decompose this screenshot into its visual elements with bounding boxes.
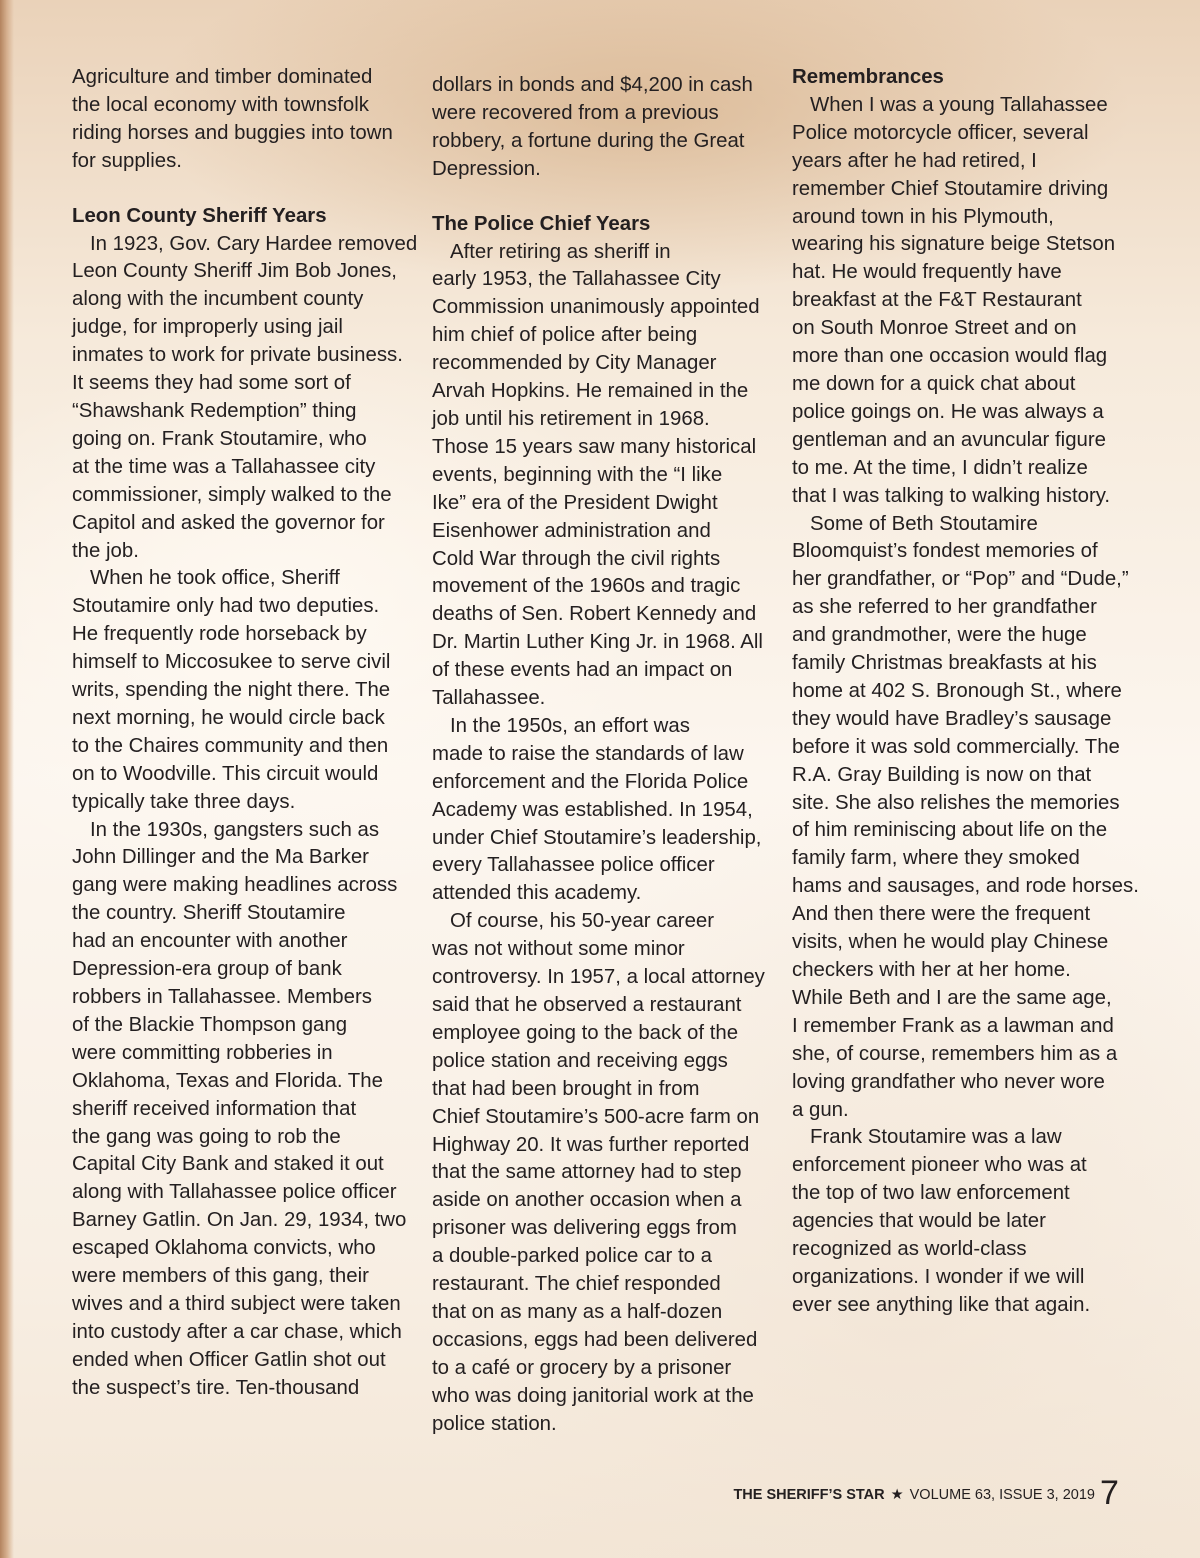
text-line: enforcement and the Florida Police xyxy=(432,770,749,793)
article-column-1 xyxy=(72,64,418,1403)
text-line: the local economy with townsfolk xyxy=(72,93,369,116)
section-heading-sheriff-years: Leon County Sheriff Years xyxy=(72,204,327,227)
text-line: loving grandfather who never wore xyxy=(792,1070,1105,1093)
section-heading-remembrances: Remembrances xyxy=(792,66,944,88)
article-column-3 xyxy=(792,64,1139,1320)
text-line: was not without some minor xyxy=(432,938,685,961)
text-line: Police motorcycle officer, several xyxy=(792,121,1089,144)
text-line: home at 402 S. Bronough St., where xyxy=(792,679,1122,702)
text-line: to me. At the time, I didn’t realize xyxy=(792,456,1088,479)
section-heading-police-chief-years: The Police Chief Years xyxy=(432,212,651,235)
text-line: robbers in Tallahassee. Members xyxy=(72,986,372,1008)
text-line: more than one occasion would flag xyxy=(792,345,1108,368)
text-line: Arvah Hopkins. He remained in the xyxy=(432,380,749,403)
paragraph xyxy=(432,713,772,908)
text-line: recognized as world-class xyxy=(792,1238,1027,1261)
paragraph xyxy=(792,511,1139,1125)
page-footer xyxy=(733,1487,1095,1503)
paragraph xyxy=(432,72,772,184)
text-line: the gang was going to rob the xyxy=(72,1125,341,1148)
text-line: him chief of police after being xyxy=(432,324,698,347)
text-line: Tallahassee. xyxy=(432,687,546,710)
text-line: After retiring as sheriff in xyxy=(450,240,671,263)
text-line: along with Tallahassee police officer xyxy=(72,1181,397,1204)
text-line: Leon County Sheriff Jim Bob Jones, xyxy=(72,260,397,283)
text-line: inmates to work for private business. xyxy=(72,344,403,367)
text-line: dollars in bonds and $4,200 in cash xyxy=(432,74,753,96)
text-line: to a café or grocery by a prisoner xyxy=(432,1356,732,1379)
paragraph xyxy=(432,908,772,1438)
text-line: of the Blackie Thompson gang xyxy=(72,1013,348,1036)
text-line: family farm, where they smoked xyxy=(792,847,1080,870)
text-line: Cold War through the civil rights xyxy=(432,547,721,570)
paragraph xyxy=(72,565,412,816)
text-line: visits, when he would play Chinese xyxy=(792,931,1109,954)
text-line: typically take three days. xyxy=(72,790,296,813)
text-line: hat. He would frequently have xyxy=(792,261,1062,284)
text-line: enforcement pioneer who was at xyxy=(792,1154,1087,1177)
text-line: Stoutamire only had two deputies. xyxy=(72,595,380,618)
text-line: every Tallahassee police officer xyxy=(432,854,715,877)
text-line: wives and a third subject were taken xyxy=(72,1292,401,1315)
text-line: into custody after a car chase, which xyxy=(72,1320,402,1343)
text-line: breakfast at the F&T Restaurant xyxy=(792,289,1082,312)
paragraph xyxy=(72,64,412,176)
text-line: movement of the 1960s and tragic xyxy=(432,575,741,598)
text-line: riding horses and buggies into town xyxy=(72,121,393,144)
text-line: He frequently rode horseback by xyxy=(72,623,367,646)
text-line: gang were making headlines across xyxy=(72,874,398,897)
text-line: Eisenhower administration and xyxy=(432,519,711,542)
text-line: for supplies. xyxy=(72,149,182,172)
text-line: Ike” era of the President Dwight xyxy=(432,491,718,514)
text-line: I remember Frank as a lawman and xyxy=(792,1014,1114,1037)
text-line: Academy was established. In 1954, xyxy=(432,798,753,821)
text-line: Capital City Bank and staked it out xyxy=(72,1153,384,1176)
text-line: next morning, he would circle back xyxy=(72,706,385,729)
text-line: a gun. xyxy=(792,1098,849,1121)
text-line: robbery, a fortune during the Great xyxy=(432,129,745,152)
text-line: Those 15 years saw many historical xyxy=(432,435,757,458)
text-line: gentleman and an avuncular figure xyxy=(792,428,1107,451)
page-number: 7 xyxy=(1100,1474,1119,1512)
text-line: as she referred to her grandfather xyxy=(792,596,1097,619)
text-line: said that he observed a restaurant xyxy=(432,994,742,1016)
text-line: on to Woodville. This circuit would xyxy=(72,762,379,785)
text-line: events, beginning with the “I like xyxy=(432,463,723,486)
text-line: Chief Stoutamire’s 500-acre farm on xyxy=(432,1105,760,1128)
paragraph xyxy=(72,817,412,1403)
text-line: that on as many as a half-dozen xyxy=(432,1300,723,1323)
text-line: job until his retirement in 1968. xyxy=(432,407,710,430)
text-line: John Dillinger and the Ma Barker xyxy=(72,846,369,869)
text-line: occasions, eggs had been delivered xyxy=(432,1328,758,1351)
text-line: on South Monroe Street and on xyxy=(792,317,1077,340)
text-line: Capitol and asked the governor for xyxy=(72,511,385,534)
text-line: escaped Oklahoma convicts, who xyxy=(72,1237,376,1260)
paragraph xyxy=(72,231,418,566)
text-line: who was doing janitorial work at the xyxy=(432,1384,754,1407)
text-line: Oklahoma, Texas and Florida. The xyxy=(72,1069,383,1092)
text-line: prisoner was delivering eggs from xyxy=(432,1217,737,1240)
text-line: employee going to the back of the xyxy=(432,1021,739,1044)
text-line: under Chief Stoutamire’s leadership, xyxy=(432,826,762,849)
text-line: that the same attorney had to step xyxy=(432,1161,742,1184)
text-line: restaurant. The chief responded xyxy=(432,1273,721,1296)
text-line: Depression. xyxy=(432,157,541,180)
text-line: me down for a quick chat about xyxy=(792,372,1076,395)
text-line: Agriculture and timber dominated xyxy=(72,66,373,88)
text-line: before it was sold commercially. The xyxy=(792,735,1120,758)
text-line: the job. xyxy=(72,539,139,562)
text-line: around town in his Plymouth, xyxy=(792,205,1054,228)
text-line: at the time was a Tallahassee city xyxy=(72,455,376,478)
text-line: Commission unanimously appointed xyxy=(432,296,760,319)
text-line: organizations. I wonder if we will xyxy=(792,1265,1085,1288)
text-line: ended when Officer Gatlin shot out xyxy=(72,1348,386,1371)
text-line: hams and sausages, and rode horses. xyxy=(792,875,1139,898)
text-line: Depression-era group of bank xyxy=(72,958,342,981)
text-line: When he took office, Sheriff xyxy=(90,567,340,590)
text-line: R.A. Gray Building is now on that xyxy=(792,763,1092,786)
text-line: of these events had an impact on xyxy=(432,659,733,682)
text-line: Frank Stoutamire was a law xyxy=(810,1126,1062,1149)
article-column-2 xyxy=(432,72,772,1439)
text-line: her grandfather, or “Pop” and “Dude,” xyxy=(792,568,1129,591)
text-line: the suspect’s tire. Ten-thousand xyxy=(72,1376,360,1399)
page-edge-shadow xyxy=(0,0,14,1558)
text-line: commissioner, simply walked to the xyxy=(72,483,392,506)
text-line: himself to Miccosukee to serve civil xyxy=(72,651,391,674)
text-line: along with the incumbent county xyxy=(72,288,364,311)
text-line: While Beth and I are the same age, xyxy=(792,986,1112,1009)
text-line: made to raise the standards of law xyxy=(432,742,744,765)
text-line: years after he had retired, I xyxy=(792,149,1037,172)
text-line: “Shawshank Redemption” thing xyxy=(72,399,357,422)
text-line: When I was a young Tallahassee xyxy=(810,93,1108,116)
text-line: she, of course, remembers him as a xyxy=(792,1042,1118,1065)
text-line: sheriff received information that xyxy=(72,1097,357,1120)
text-line: writs, spending the night there. The xyxy=(72,679,391,702)
text-line: In 1923, Gov. Cary Hardee removed xyxy=(90,232,418,255)
text-line: police station and receiving eggs xyxy=(432,1049,728,1072)
text-line: of him reminiscing about life on the xyxy=(792,819,1108,842)
text-line: were members of this gang, their xyxy=(72,1265,369,1288)
text-line: site. She also relishes the memories xyxy=(792,791,1120,814)
text-line: Barney Gatlin. On Jan. 29, 1934, two xyxy=(72,1209,407,1232)
text-line: Dr. Martin Luther King Jr. in 1968. All xyxy=(432,631,763,654)
text-line: the country. Sheriff Stoutamire xyxy=(72,902,346,925)
text-line: recommended by City Manager xyxy=(432,352,717,375)
text-line: checkers with her at her home. xyxy=(792,959,1071,981)
text-line: remember Chief Stoutamire driving xyxy=(792,177,1109,200)
text-line: to the Chaires community and then xyxy=(72,734,389,757)
paragraph xyxy=(432,239,772,713)
text-line: that I was talking to walking history. xyxy=(792,484,1111,507)
text-line: ever see anything like that again. xyxy=(792,1293,1091,1316)
text-line: Of course, his 50-year career xyxy=(450,910,715,933)
text-line: were recovered from a previous xyxy=(432,101,719,124)
text-line: In the 1950s, an effort was xyxy=(450,714,690,737)
text-line: police station. xyxy=(432,1412,557,1435)
text-line: and grandmother, were the huge xyxy=(792,624,1087,647)
text-line: wearing his signature beige Stetson xyxy=(792,233,1116,256)
text-line: police goings on. He was always a xyxy=(792,400,1104,423)
text-line: attended this academy. xyxy=(432,882,642,905)
volume-issue: VOLUME 63, ISSUE 3, 2019 xyxy=(909,1487,1095,1503)
text-line: had an encounter with another xyxy=(72,930,348,953)
text-line: In the 1930s, gangsters such as xyxy=(90,818,380,841)
text-line: they would have Bradley’s sausage xyxy=(792,707,1112,730)
text-line: deaths of Sen. Robert Kennedy and xyxy=(432,603,757,626)
text-line: Bloomquist’s fondest memories of xyxy=(792,540,1098,563)
publication-name: THE SHERIFF’S STAR xyxy=(733,1487,885,1503)
text-line: Highway 20. It was further reported xyxy=(432,1133,750,1156)
text-line: Some of Beth Stoutamire xyxy=(810,512,1038,535)
text-line: controversy. In 1957, a local attorney xyxy=(432,966,765,989)
text-line: a double-parked police car to a xyxy=(432,1245,712,1268)
paragraph xyxy=(792,1124,1132,1319)
paragraph xyxy=(792,92,1132,511)
text-line: were committing robberies in xyxy=(72,1041,333,1064)
text-line: aside on another occasion when a xyxy=(432,1189,742,1212)
text-line: And then there were the frequent xyxy=(792,903,1091,926)
text-line: early 1953, the Tallahassee City xyxy=(432,268,721,291)
text-line: that had been brought in from xyxy=(432,1077,700,1100)
text-line: It seems they had some sort of xyxy=(72,372,351,395)
text-line: going on. Frank Stoutamire, who xyxy=(72,427,367,450)
text-line: family Christmas breakfasts at his xyxy=(792,652,1097,675)
text-line: the top of two law enforcement xyxy=(792,1182,1070,1205)
text-line: agencies that would be later xyxy=(792,1210,1046,1233)
star-icon: ★ xyxy=(890,1487,904,1503)
text-line: judge, for improperly using jail xyxy=(72,316,343,339)
